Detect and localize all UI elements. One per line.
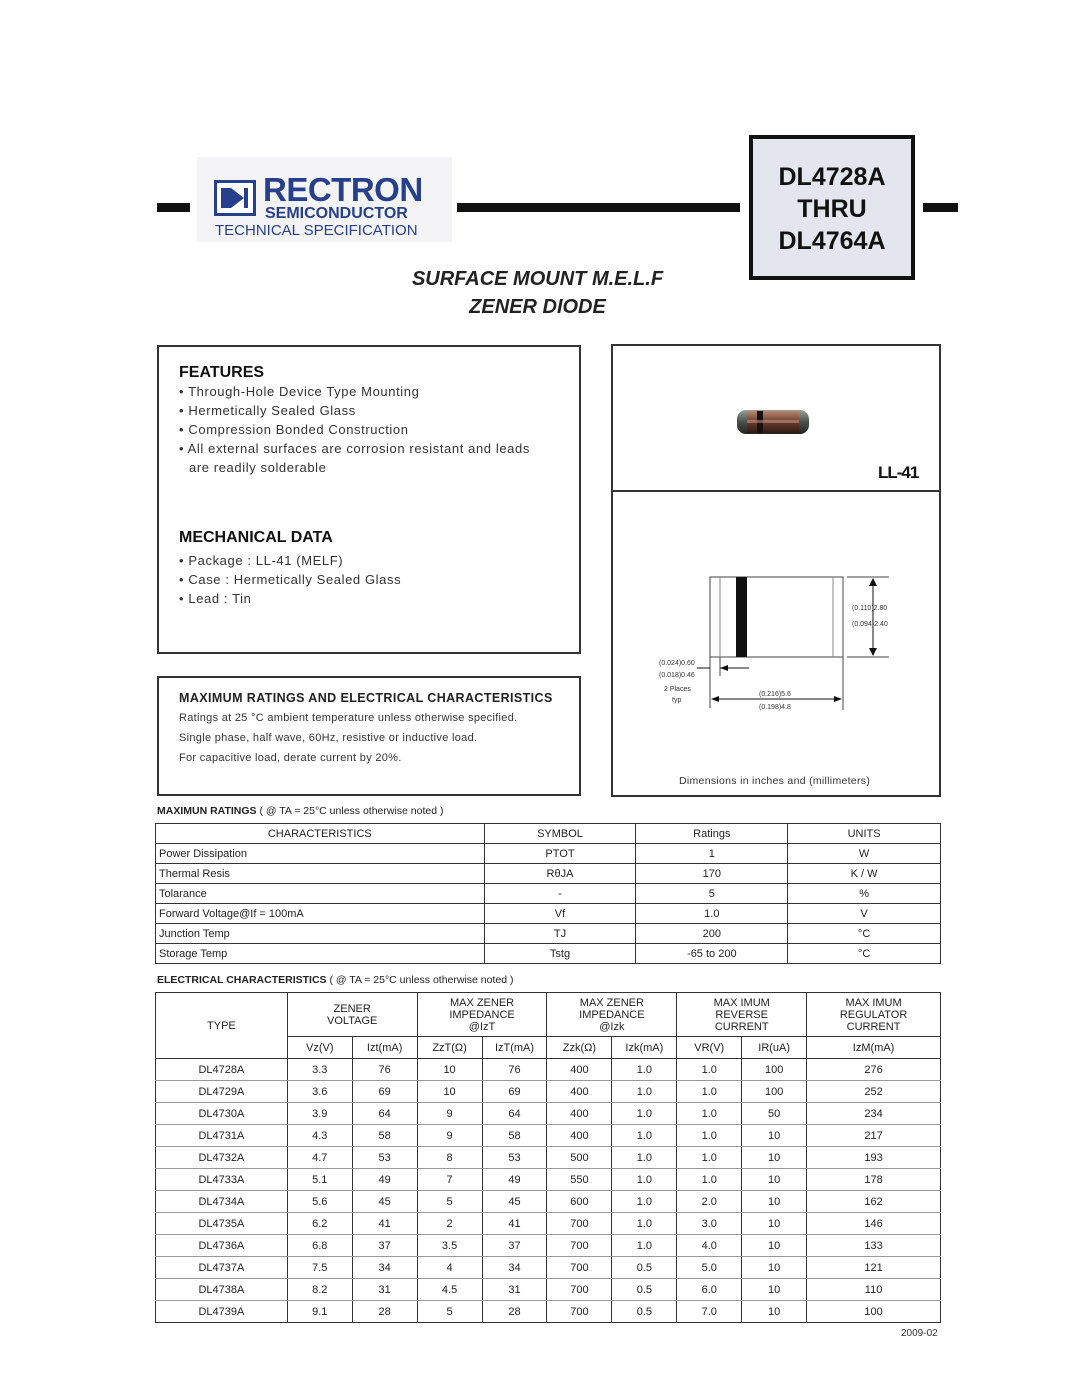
header-impedance-zk: MAX ZENER IMPEDANCE @Izk: [547, 993, 677, 1037]
table-row: [156, 1257, 941, 1279]
cell-value: 700: [547, 1213, 612, 1235]
cell-value: 217: [807, 1125, 941, 1147]
cell-value: 5.1: [287, 1169, 352, 1191]
cell-characteristic: Thermal Resis: [156, 864, 485, 884]
table-row: [156, 924, 941, 944]
cell-value: 1.0: [612, 1169, 677, 1191]
cell-value: 37: [482, 1235, 547, 1257]
cell-value: 50: [742, 1103, 807, 1125]
dim-places: 2 Places: [664, 686, 691, 693]
cell-value: 178: [807, 1169, 941, 1191]
sub-header-cell: IzM(mA): [807, 1037, 941, 1059]
dim-height-max: (0.110)2.80: [852, 605, 888, 612]
cell-value: 400: [547, 1081, 612, 1103]
header-rule-left: [157, 203, 190, 212]
table-row: [156, 1059, 941, 1081]
cell-unit: W: [788, 844, 941, 864]
cell-value: 5: [417, 1191, 482, 1213]
cell-value: 400: [547, 1103, 612, 1125]
cell-type: DL4728A: [156, 1059, 288, 1081]
table-row: [156, 1301, 941, 1323]
cell-value: 6.2: [287, 1213, 352, 1235]
table-row: [156, 1147, 941, 1169]
cell-characteristic: Power Dissipation: [156, 844, 485, 864]
cell-value: 2: [417, 1213, 482, 1235]
cell-value: 69: [482, 1081, 547, 1103]
table-row: [156, 1213, 941, 1235]
elec-caption-bold: ELECTRICAL CHARACTERISTICS: [157, 974, 327, 986]
header-reverse-current: MAX IMUM REVERSE CURRENT: [677, 993, 807, 1037]
cell-value: 9: [417, 1125, 482, 1147]
header-rule-right: [923, 203, 958, 212]
cell-type: DL4738A: [156, 1279, 288, 1301]
cell-characteristic: Tolarance: [156, 884, 485, 904]
cell-value: 700: [547, 1257, 612, 1279]
features-heading: FEATURES: [179, 364, 265, 381]
cell-symbol: TJ: [484, 924, 636, 944]
cell-value: 10: [742, 1301, 807, 1323]
cell-value: 7.5: [287, 1257, 352, 1279]
table-header-row: [156, 824, 941, 844]
cell-value: 3.9: [287, 1103, 352, 1125]
mechanical-list: [179, 551, 401, 608]
cell-symbol: -: [484, 884, 636, 904]
dim-length-min: (0.198)4.8: [759, 704, 791, 711]
header-zener-voltage: ZENER VOLTAGE: [287, 993, 417, 1037]
features-list: [179, 382, 530, 477]
feature-item: • Through-Hole Device Type Mounting: [179, 384, 420, 399]
cell-rating: -65 to 200: [636, 944, 788, 964]
sub-header-cell: Izt(mA): [352, 1037, 417, 1059]
cell-value: 3.0: [677, 1213, 742, 1235]
header-symbol: SYMBOL: [484, 824, 636, 844]
cell-value: 252: [807, 1081, 941, 1103]
part-number-end: DL4764A: [778, 227, 886, 255]
cell-type: DL4732A: [156, 1147, 288, 1169]
cell-value: 1.0: [612, 1081, 677, 1103]
cell-characteristic: Junction Temp: [156, 924, 485, 944]
cell-type: DL4735A: [156, 1213, 288, 1235]
cell-value: 276: [807, 1059, 941, 1081]
dim-height-min: (0.094)2.40: [852, 621, 888, 628]
logo-spec: TECHNICAL SPECIFICATION: [215, 222, 418, 239]
table-row: [156, 884, 941, 904]
cell-value: 4: [417, 1257, 482, 1279]
sub-header-cell: IzT(mA): [482, 1037, 547, 1059]
cell-value: 7.0: [677, 1301, 742, 1323]
footer-date: 2009-02: [901, 1328, 938, 1339]
cell-value: 10: [742, 1147, 807, 1169]
cell-value: 6.0: [677, 1279, 742, 1301]
diode-logo-icon: [214, 180, 256, 216]
cell-value: 53: [352, 1147, 417, 1169]
logo-subtitle: SEMICONDUCTOR: [265, 205, 408, 222]
rectron-logo: [197, 157, 452, 242]
sub-header-cell: Zzk(Ω): [547, 1037, 612, 1059]
table-row: [156, 1081, 941, 1103]
cell-value: 0.5: [612, 1279, 677, 1301]
elec-table: [155, 992, 941, 1323]
table-row: [156, 864, 941, 884]
logo-name: RECTRON: [263, 171, 423, 208]
cell-value: 600: [547, 1191, 612, 1213]
cell-value: 58: [352, 1125, 417, 1147]
cell-rating: 1.0: [636, 904, 788, 924]
dim-lead-max: (0.024)0.60: [659, 660, 695, 667]
cell-value: 5.0: [677, 1257, 742, 1279]
max-ratings-caption-bold: MAXIMUN RATINGS: [157, 805, 257, 817]
cell-value: 5: [417, 1301, 482, 1323]
sub-header-cell: Izk(mA): [612, 1037, 677, 1059]
package-divider: [613, 490, 939, 492]
cell-value: 500: [547, 1147, 612, 1169]
cell-symbol: PTOT: [484, 844, 636, 864]
elec-caption-rest: ( @ TA = 25°C unless otherwise noted ): [326, 974, 514, 986]
cell-value: 28: [352, 1301, 417, 1323]
cell-value: 34: [352, 1257, 417, 1279]
ratings-note-lines: [179, 708, 517, 768]
cell-value: 34: [482, 1257, 547, 1279]
cell-unit: K / W: [788, 864, 941, 884]
cell-unit: °C: [788, 924, 941, 944]
table-row: [156, 904, 941, 924]
cell-value: 10: [742, 1257, 807, 1279]
sub-header-cell: Vz(V): [287, 1037, 352, 1059]
header-impedance-zt: MAX ZENER IMPEDANCE @IzT: [417, 993, 547, 1037]
cell-value: 700: [547, 1279, 612, 1301]
table-row: [156, 1191, 941, 1213]
cell-value: 45: [482, 1191, 547, 1213]
cell-value: 58: [482, 1125, 547, 1147]
table-row: [156, 1235, 941, 1257]
cell-value: 49: [352, 1169, 417, 1191]
cell-value: 4.7: [287, 1147, 352, 1169]
header-regulator-current: MAX IMUM REGULATOR CURRENT: [807, 993, 941, 1037]
package-box: [611, 344, 941, 797]
dimensions-caption: Dimensions in inches and (millimeters): [679, 775, 871, 787]
max-ratings-table: [155, 823, 941, 964]
cell-value: 10: [742, 1279, 807, 1301]
cell-type: DL4734A: [156, 1191, 288, 1213]
cell-value: 1.0: [612, 1103, 677, 1125]
cell-value: 10: [742, 1213, 807, 1235]
header-ratings: Ratings: [636, 824, 788, 844]
cell-value: 64: [482, 1103, 547, 1125]
cell-value: 1.0: [612, 1147, 677, 1169]
cell-value: 234: [807, 1103, 941, 1125]
cell-value: 133: [807, 1235, 941, 1257]
cell-value: 10: [742, 1191, 807, 1213]
header-rule-middle: [457, 203, 740, 212]
cell-value: 28: [482, 1301, 547, 1323]
cell-characteristic: Storage Temp: [156, 944, 485, 964]
mechanical-item: • Lead : Tin: [179, 591, 252, 606]
diode-photo: [733, 406, 813, 440]
cell-value: 10: [742, 1125, 807, 1147]
max-ratings-caption-rest: ( @ TA = 25°C unless otherwise noted ): [256, 805, 444, 817]
cell-value: 76: [482, 1059, 547, 1081]
cell-symbol: Vf: [484, 904, 636, 924]
cell-value: 10: [742, 1169, 807, 1191]
cell-value: 121: [807, 1257, 941, 1279]
cell-value: 162: [807, 1191, 941, 1213]
cell-type: DL4731A: [156, 1125, 288, 1147]
header-characteristics: CHARACTERISTICS: [156, 824, 485, 844]
cell-value: 100: [742, 1059, 807, 1081]
cell-value: 1.0: [612, 1191, 677, 1213]
header-type: TYPE: [156, 993, 288, 1059]
cell-value: 10: [742, 1235, 807, 1257]
cell-value: 4.3: [287, 1125, 352, 1147]
cell-value: 0.5: [612, 1301, 677, 1323]
cell-value: 53: [482, 1147, 547, 1169]
cell-value: 1.0: [677, 1169, 742, 1191]
cell-type: DL4733A: [156, 1169, 288, 1191]
cell-value: 3.6: [287, 1081, 352, 1103]
cell-value: 1.0: [677, 1147, 742, 1169]
ratings-note-line: For capacitive load, derate current by 20%.: [179, 752, 402, 764]
cell-unit: %: [788, 884, 941, 904]
cell-value: 1.0: [612, 1235, 677, 1257]
product-title-line2: ZENER DIODE: [469, 296, 606, 318]
elec-group-header-row: [156, 993, 941, 1037]
cell-value: 1.0: [677, 1081, 742, 1103]
cell-value: 700: [547, 1301, 612, 1323]
part-number-box: [749, 135, 915, 280]
cell-value: 146: [807, 1213, 941, 1235]
feature-item: • All external surfaces are corrosion resistant and leads: [179, 441, 530, 456]
cell-value: 193: [807, 1147, 941, 1169]
cell-symbol: Tstg: [484, 944, 636, 964]
feature-item: • Hermetically Sealed Glass: [179, 403, 356, 418]
table-row: [156, 944, 941, 964]
package-label: LL-41: [878, 463, 919, 482]
cell-value: 3.3: [287, 1059, 352, 1081]
mechanical-item: • Package : LL-41 (MELF): [179, 553, 344, 568]
cell-value: 10: [417, 1081, 482, 1103]
cell-value: 100: [807, 1301, 941, 1323]
cell-value: 700: [547, 1235, 612, 1257]
cell-value: 550: [547, 1169, 612, 1191]
cell-value: 49: [482, 1169, 547, 1191]
table-row: [156, 844, 941, 864]
cell-value: 400: [547, 1125, 612, 1147]
cell-value: 10: [417, 1059, 482, 1081]
cell-value: 31: [352, 1279, 417, 1301]
cell-type: DL4736A: [156, 1235, 288, 1257]
cell-value: 41: [352, 1213, 417, 1235]
cell-value: 6.8: [287, 1235, 352, 1257]
features-box: [157, 345, 581, 654]
cell-value: 8.2: [287, 1279, 352, 1301]
cell-value: 1.0: [612, 1213, 677, 1235]
cell-value: 7: [417, 1169, 482, 1191]
cell-value: 8: [417, 1147, 482, 1169]
cell-value: 0.5: [612, 1257, 677, 1279]
cell-type: DL4729A: [156, 1081, 288, 1103]
ratings-note-line: Single phase, half wave, 60Hz, resistive or inductive load.: [179, 732, 478, 744]
table-row: [156, 1125, 941, 1147]
product-title-line1: SURFACE MOUNT M.E.L.F: [411, 268, 664, 290]
dim-typ: typ: [672, 697, 682, 704]
cell-characteristic: Forward Voltage@If = 100mA: [156, 904, 485, 924]
feature-item-continuation: are readily solderable: [189, 460, 327, 475]
ratings-note-heading: MAXIMUM RATINGS AND ELECTRICAL CHARACTERISTICS: [179, 691, 553, 705]
cell-value: 1.0: [612, 1125, 677, 1147]
cell-value: 45: [352, 1191, 417, 1213]
cell-value: 4.0: [677, 1235, 742, 1257]
max-ratings-caption: [157, 805, 444, 817]
ratings-note-line: Ratings at 25 °C ambient temperature unless otherwise specified.: [179, 712, 518, 724]
cell-rating: 200: [636, 924, 788, 944]
cell-rating: 5: [636, 884, 788, 904]
cell-type: DL4730A: [156, 1103, 288, 1125]
cell-value: 4.5: [417, 1279, 482, 1301]
elec-caption: [157, 974, 514, 986]
part-number-thru: THRU: [797, 195, 867, 223]
feature-item: • Compression Bonded Construction: [179, 422, 409, 437]
cell-value: 1.0: [677, 1125, 742, 1147]
cell-value: 31: [482, 1279, 547, 1301]
cell-value: 100: [742, 1081, 807, 1103]
ratings-note-box: [157, 676, 581, 796]
dim-length-max: (0.216)5.6: [759, 691, 791, 698]
cell-symbol: RθJA: [484, 864, 636, 884]
table-row: [156, 1103, 941, 1125]
table-row: [156, 1279, 941, 1301]
header-units: UNITS: [788, 824, 941, 844]
cell-value: 76: [352, 1059, 417, 1081]
cell-value: 5.6: [287, 1191, 352, 1213]
cell-value: 400: [547, 1059, 612, 1081]
cell-unit: °C: [788, 944, 941, 964]
cell-rating: 170: [636, 864, 788, 884]
dim-lead-min: (0.018)0.46: [659, 672, 695, 679]
cell-value: 2.0: [677, 1191, 742, 1213]
sub-header-cell: ZzT(Ω): [417, 1037, 482, 1059]
cell-unit: V: [788, 904, 941, 924]
mechanical-item: • Case : Hermetically Sealed Glass: [179, 572, 402, 587]
cell-value: 41: [482, 1213, 547, 1235]
sub-header-cell: VR(V): [677, 1037, 742, 1059]
table-row: [156, 1169, 941, 1191]
sub-header-cell: IR(uA): [742, 1037, 807, 1059]
cell-value: 1.0: [612, 1059, 677, 1081]
cell-value: 9: [417, 1103, 482, 1125]
cell-value: 1.0: [677, 1059, 742, 1081]
cell-value: 3.5: [417, 1235, 482, 1257]
cell-value: 69: [352, 1081, 417, 1103]
cell-type: DL4739A: [156, 1301, 288, 1323]
mechanical-heading: MECHANICAL DATA: [179, 529, 333, 546]
cell-value: 1.0: [677, 1103, 742, 1125]
part-number-start: DL4728A: [778, 163, 886, 191]
cell-value: 37: [352, 1235, 417, 1257]
cell-value: 9.1: [287, 1301, 352, 1323]
cell-value: 64: [352, 1103, 417, 1125]
cell-type: DL4737A: [156, 1257, 288, 1279]
cell-rating: 1: [636, 844, 788, 864]
cell-value: 110: [807, 1279, 941, 1301]
